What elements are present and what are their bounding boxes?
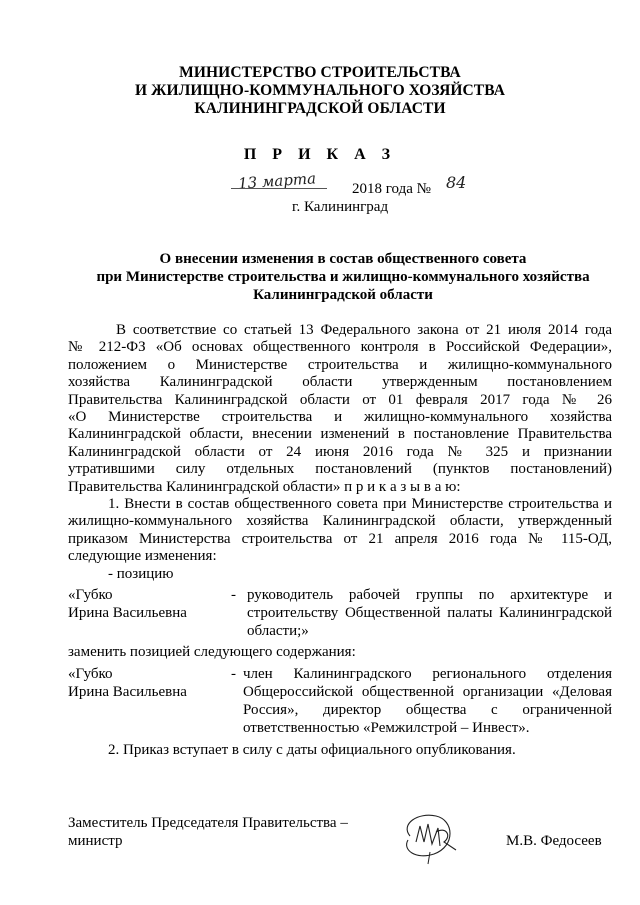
signatory-position-line2: министр xyxy=(68,833,123,849)
preamble-line: утратившими силу отдельных постановлений (пунктов постановлений) xyxy=(68,461,612,478)
position-label: - позицию xyxy=(108,566,174,582)
new-entry-description xyxy=(243,665,612,737)
order-title-line1: О внесении изменения в состав общественного совета xyxy=(159,251,527,267)
ministry-name-line2: И ЖИЛИЩНО-КОММУНАЛЬНОГО ХОЗЯЙСТВА xyxy=(134,82,506,99)
old-entry-description xyxy=(247,586,612,640)
preamble-line: В соответствие со статьей 13 Федерального закона от 21 июля 2014 года xyxy=(116,322,612,338)
order-title-line3: Калининградской области xyxy=(253,287,433,303)
item-1-line: следующие изменения: xyxy=(68,548,217,565)
new-entry-name-line2: Ирина Васильевна xyxy=(68,684,187,700)
old-entry-desc-line: области;» xyxy=(247,623,309,639)
new-entry-name-line1: «Губко xyxy=(68,666,113,682)
date-underline xyxy=(231,188,327,189)
preamble-line: Правительства Калининградской области от 01 февраля 2017 года № 26 xyxy=(68,391,612,408)
ministry-name-line3: КАЛИНИНГРАДСКОЙ ОБЛАСТИ xyxy=(194,100,446,117)
new-entry-dash: - xyxy=(231,666,236,682)
handwritten-number: 84 xyxy=(446,173,467,192)
preamble-line: положением о Министерстве строительства и жилищно-коммунального xyxy=(68,356,612,373)
item-1-line: жилищно-коммунального хозяйства Калининградской области, утвержденный xyxy=(68,513,612,530)
old-entry-name-line2: Ирина Васильевна xyxy=(68,605,187,621)
item-1-line: 1. Внести в состав общественного совета при Министерстве строительства и xyxy=(108,496,612,512)
preamble-line: Калининградской области, внесении изменений в постановление Правительства xyxy=(68,426,612,443)
old-entry-desc-line: строительству Общественной палаты Калининградской xyxy=(247,605,612,621)
old-entry-desc-line: руководитель рабочей группы по архитектуре и xyxy=(247,587,612,603)
item-2: 2. Приказ вступает в силу с даты официального опубликования. xyxy=(108,742,516,758)
preamble-line: «О Министерстве строительства и жилищно-коммунального хозяйства xyxy=(68,409,612,426)
replace-text: заменить позицией следующего содержания: xyxy=(68,644,356,660)
item-1-line: приказом Министерства строительства от 21 апреля 2016 года № 115-ОД, xyxy=(68,530,612,547)
city: г. Калининград xyxy=(292,199,389,215)
handwritten-signature xyxy=(390,806,470,866)
year-text: 2018 года № xyxy=(352,181,431,197)
preamble-line: хозяйства Калининградской области утвержденным постановлением xyxy=(68,374,612,391)
handwritten-date: 13 марта xyxy=(237,169,317,193)
old-entry-dash: - xyxy=(231,587,236,603)
ministry-name-line1: МИНИСТЕРСТВО СТРОИТЕЛЬСТВА xyxy=(179,64,461,81)
order-title-line2: при Министерстве строительства и жилищно-коммунального хозяйства xyxy=(96,269,590,285)
preamble-line: Правительства Калининградской области» п р и к а з ы в а ю: xyxy=(68,478,461,495)
new-entry-desc-line: Россия», директор общества с ограниченной xyxy=(243,702,612,718)
preamble-line: Калининградской области от 24 июня 2016 года № 325 и признании xyxy=(68,443,612,460)
new-entry-desc-line: Общероссийской общественной организации «Деловая xyxy=(243,684,612,700)
new-entry-desc-line: ответственностью «Ремжилстрой – Инвест». xyxy=(243,720,530,736)
preamble-line: № 212-ФЗ «Об основах общественного контроля в Российской Федерации», xyxy=(68,339,612,356)
old-entry-name-line1: «Губко xyxy=(68,587,113,603)
signatory-position-line1: Заместитель Председателя Правительства – xyxy=(68,815,348,831)
new-entry-desc-line: член Калининградского регионального отделения xyxy=(243,666,612,682)
item-1 xyxy=(68,496,612,566)
document-type: П Р И К А З xyxy=(243,146,397,163)
signatory-name: М.В. Федосеев xyxy=(506,833,602,849)
preamble xyxy=(68,322,612,496)
